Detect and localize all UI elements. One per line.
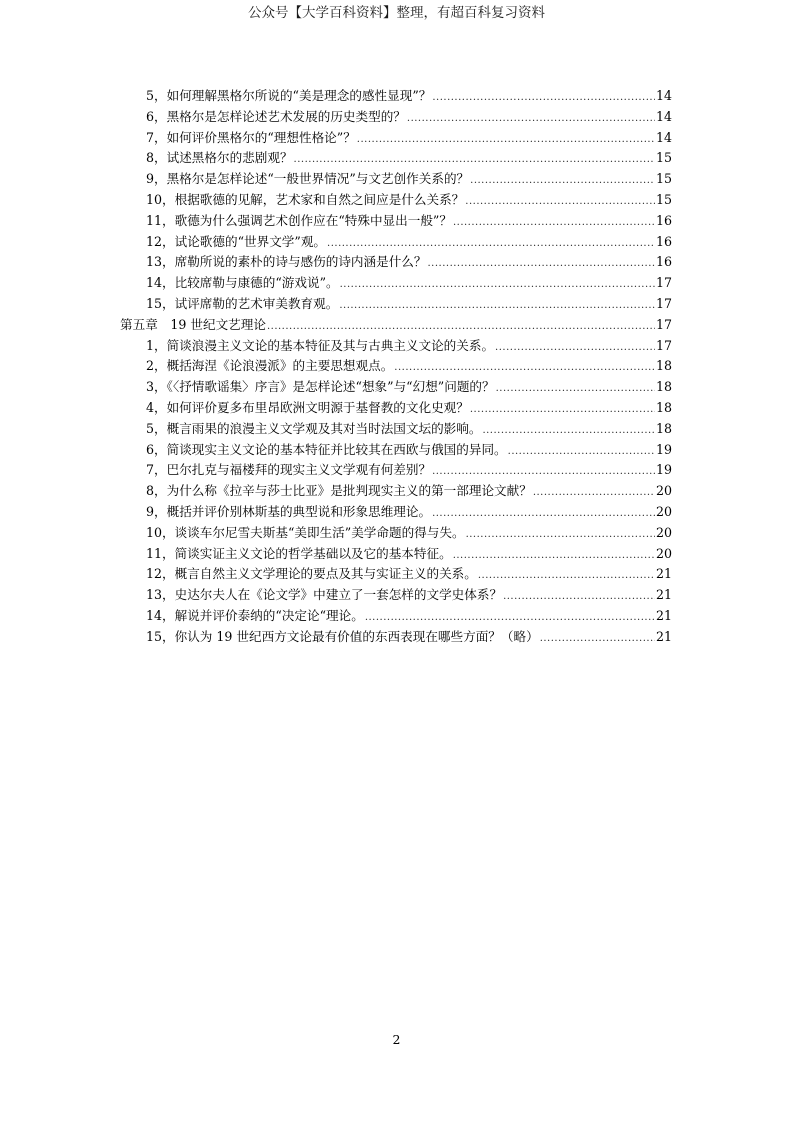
toc-dot-leader bbox=[339, 296, 655, 316]
toc-entry-page: 15 bbox=[655, 171, 672, 187]
toc-entry bbox=[146, 211, 672, 231]
toc-entry-title: 11，歌德为什么强调艺术创作应在“特殊中显出一般”？ bbox=[146, 212, 452, 228]
toc-entry-title: 10，谈谈车尔尼雪夫斯基“美即生活”美学命题的得与失。 bbox=[146, 524, 465, 540]
toc-dot-leader bbox=[407, 109, 655, 129]
toc-entry bbox=[146, 606, 672, 626]
toc-dot-leader bbox=[466, 525, 655, 545]
toc-entry-title: 12，概言自然主义文学理论的要点及其与实证主义的关系。 bbox=[146, 566, 477, 582]
toc-entry bbox=[146, 523, 672, 543]
toc-entry-page: 19 bbox=[655, 462, 672, 478]
toc-entry bbox=[146, 356, 672, 376]
toc-entry-title: 9，黑格尔是怎样论述“一般世界情况”与文艺创作关系的？ bbox=[146, 171, 470, 187]
toc-entry-page: 19 bbox=[655, 441, 672, 457]
toc-entry bbox=[146, 336, 672, 356]
toc-entry-page: 17 bbox=[655, 337, 672, 353]
toc-entry bbox=[146, 460, 672, 480]
toc-dot-leader bbox=[508, 442, 655, 462]
toc-entry-title: 6，简谈现实主义文论的基本特征并比较其在西欧与俄国的异同。 bbox=[146, 441, 507, 457]
toc-entry-page: 17 bbox=[655, 316, 672, 332]
toc-entry bbox=[146, 169, 672, 189]
page-number: 2 bbox=[392, 1032, 401, 1047]
toc-entry-page: 17 bbox=[655, 275, 672, 291]
toc-dot-leader bbox=[394, 358, 655, 378]
toc-entry-page: 18 bbox=[655, 358, 672, 374]
toc-entry-page: 17 bbox=[655, 296, 672, 311]
toc-entry-title: 14，比较席勒与康德的“游戏说”。 bbox=[146, 275, 339, 291]
toc-dot-leader bbox=[365, 608, 655, 628]
toc-entry bbox=[146, 627, 672, 647]
toc-entry-page: 21 bbox=[655, 608, 672, 623]
toc-entry bbox=[146, 148, 672, 168]
toc-entry-page: 18 bbox=[655, 400, 672, 415]
toc-entry bbox=[146, 273, 672, 293]
toc-entry-title: 5，如何理解黑格尔所说的“美是理念的感性显现”？ bbox=[146, 88, 432, 103]
toc-entry-title: 6，黑格尔是怎样论述艺术发展的历史类型的？ bbox=[146, 108, 406, 124]
toc-dot-leader bbox=[340, 275, 655, 295]
toc-dot-leader bbox=[327, 234, 655, 254]
toc-dot-leader bbox=[496, 379, 655, 399]
toc-entry bbox=[146, 585, 672, 605]
toc-entry-page: 21 bbox=[655, 566, 672, 582]
toc-dot-leader bbox=[533, 483, 655, 503]
toc-dot-leader bbox=[482, 421, 655, 441]
toc-entry-title: 7，巴尔扎克与福楼拜的现实主义文学观有何差别？ bbox=[146, 462, 432, 478]
toc-entry bbox=[146, 502, 672, 522]
toc-entry-page: 20 bbox=[655, 483, 672, 499]
toc-entry-title: 7，如何评价黑格尔的“理想性格论”？ bbox=[146, 129, 356, 145]
toc-entry bbox=[146, 128, 672, 148]
toc-entry bbox=[146, 564, 672, 584]
toc-entry-page: 14 bbox=[655, 88, 672, 103]
toc-entry-page: 21 bbox=[655, 628, 672, 644]
toc-entry-title: 15，你认为 19 世纪西方文论最有价值的东西表现在哪些方面？（略） bbox=[146, 628, 539, 644]
toc-entry-page: 20 bbox=[655, 524, 672, 540]
toc-entry-title: 8，为什么称《拉辛与莎士比亚》是批判现实主义的第一部理论文献？ bbox=[146, 483, 532, 499]
toc-entry-page: 20 bbox=[655, 504, 672, 519]
toc-dot-leader bbox=[470, 171, 655, 191]
toc-entry-title: 15，试评席勒的艺术审美教育观。 bbox=[146, 296, 339, 311]
toc-dot-leader bbox=[495, 338, 655, 358]
toc-entry-title: 5，概言雨果的浪漫主义文学观及其对当时法国文坛的影响。 bbox=[146, 420, 482, 436]
toc-entry-page: 18 bbox=[655, 379, 672, 395]
toc-entry-title: 12，试论歌德的“世界文学”观。 bbox=[146, 233, 327, 249]
toc-dot-leader bbox=[540, 629, 655, 649]
toc-entry-page: 14 bbox=[655, 129, 672, 145]
toc-entry-page: 18 bbox=[655, 420, 672, 436]
toc-entry bbox=[146, 419, 672, 439]
toc-entry bbox=[146, 190, 672, 210]
toc-dot-leader bbox=[453, 546, 655, 566]
toc-entry bbox=[146, 377, 672, 397]
toc-entry-page: 15 bbox=[655, 150, 672, 166]
toc-dot-leader bbox=[432, 504, 655, 524]
toc-dot-leader bbox=[503, 587, 655, 607]
toc-entry-title: 10，根据歌德的见解，艺术家和自然之间应是什么关系？ bbox=[146, 192, 465, 207]
toc-entry bbox=[146, 252, 672, 272]
toc-entry bbox=[146, 398, 672, 418]
toc-dot-leader bbox=[432, 88, 655, 108]
toc-entry bbox=[146, 232, 672, 252]
toc-entry bbox=[146, 481, 672, 501]
toc-entry-title: 1，简谈浪漫主义文论的基本特征及其与古典主义文论的关系。 bbox=[146, 337, 495, 353]
toc-entry-page: 16 bbox=[655, 233, 672, 249]
toc-entry-page: 16 bbox=[655, 254, 672, 270]
toc-dot-leader bbox=[478, 566, 655, 586]
toc-entry-page: 21 bbox=[655, 587, 672, 603]
toc-entry-page: 15 bbox=[655, 192, 672, 207]
toc-dot-leader bbox=[432, 462, 655, 482]
toc-entry bbox=[146, 86, 672, 106]
toc-entry bbox=[146, 440, 672, 460]
toc-entry-title: 3，《〈抒情歌谣集〉序言》是怎样论述“想象”与“幻想”问题的？ bbox=[146, 379, 495, 395]
toc-entry-title: 14，解说并评价泰纳的“决定论“理论。 bbox=[146, 608, 364, 623]
toc-dot-leader bbox=[453, 213, 655, 233]
toc-entry-title: 11，简谈实证主义文论的哲学基础以及它的基本特征。 bbox=[146, 545, 452, 561]
toc-entry-page: 14 bbox=[655, 108, 672, 124]
toc-entry bbox=[146, 107, 672, 127]
toc-dot-leader bbox=[428, 254, 655, 274]
toc-dot-leader bbox=[470, 400, 655, 420]
page-header: 公众号【大学百科资料】整理，有超百科复习资料 bbox=[248, 5, 545, 21]
toc-chapter-entry bbox=[120, 315, 672, 335]
toc-entry bbox=[146, 544, 672, 564]
toc-entry-title: 4，如何评价夏多布里昂欧洲文明源于基督教的文化史观？ bbox=[146, 400, 469, 415]
toc-entry-title: 13，席勒所说的素朴的诗与感伤的诗内涵是什么？ bbox=[146, 254, 427, 270]
toc-entry-page: 16 bbox=[655, 212, 672, 228]
toc-dot-leader bbox=[357, 130, 655, 150]
toc-entry-title: 9，概括并评价别林斯基的典型说和形象思维理论。 bbox=[146, 504, 432, 519]
toc-dot-leader bbox=[294, 150, 655, 170]
toc-dot-leader bbox=[465, 192, 655, 212]
toc-entry-title: 13，史达尔夫人在《论文学》中建立了一套怎样的文学史体系？ bbox=[146, 587, 503, 603]
toc-dot-leader bbox=[267, 317, 655, 337]
toc-entry-title: 8，试述黑格尔的悲剧观？ bbox=[146, 150, 293, 166]
toc-entry-page: 20 bbox=[655, 545, 672, 561]
toc-entry bbox=[146, 294, 672, 314]
toc-entry-title: 2，概括海涅《论浪漫派》的主要思想观点。 bbox=[146, 358, 394, 374]
toc-entry-title: 第五章 19 世纪文艺理论 bbox=[120, 316, 266, 332]
